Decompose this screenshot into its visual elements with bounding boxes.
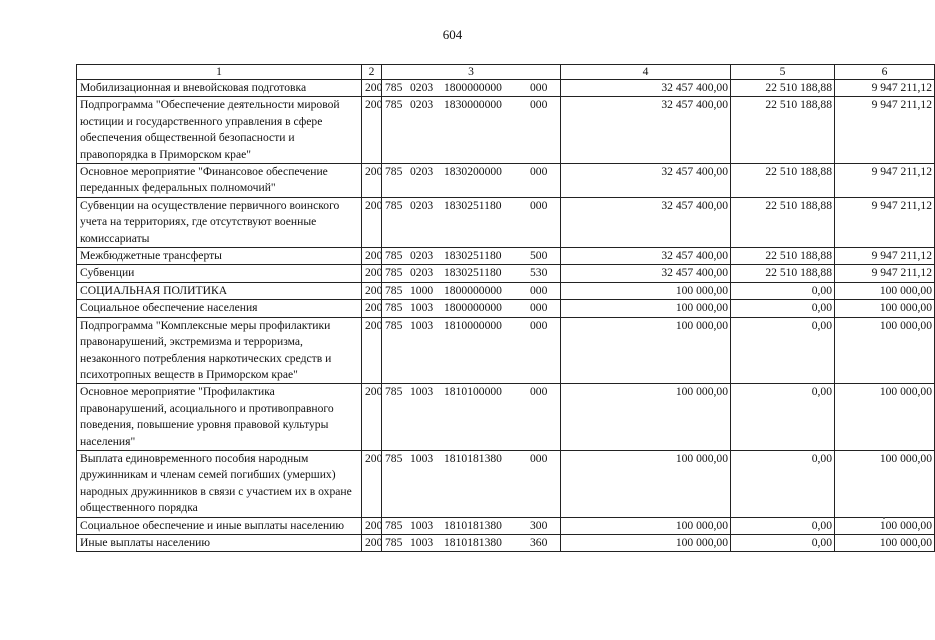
header-row [77,65,935,80]
page-number: 604 [442,27,463,42]
table-row [77,164,935,198]
row-item-code: 1810181380 [444,535,502,549]
table-row [77,97,935,164]
row-value-6: 9 947 211,12 [835,248,935,265]
table-row [77,248,935,265]
header-col-2: 2 [362,65,382,80]
row-value-6: 9 947 211,12 [835,265,935,282]
row-type-code: 000 [530,283,548,297]
header-col-4: 4 [561,65,731,80]
row-value-5: 0,00 [731,534,835,551]
row-dept-code: 785 [385,535,403,549]
row-type-code: 500 [530,249,548,263]
row-type-code: 360 [530,535,548,549]
row-code: 200 [362,265,382,282]
row-value-4: 100 000,00 [561,317,731,384]
row-classification [382,450,561,517]
row-type-code: 530 [530,266,548,280]
row-value-5: 0,00 [731,450,835,517]
row-value-4: 100 000,00 [561,534,731,551]
row-dept-code: 785 [385,266,403,280]
row-value-5: 22 510 188,88 [731,265,835,282]
row-name: Субвенции на осуществление первичного воинского учета на территориях, где отсутствуют военные комиссариаты [77,197,362,247]
row-dept-code: 785 [385,81,403,94]
row-code: 200 [362,80,382,97]
row-value-6: 100 000,00 [835,300,935,317]
row-type-code: 000 [530,165,548,179]
row-code: 200 [362,197,382,247]
row-value-5: 0,00 [731,282,835,299]
row-section-code: 0203 [410,198,434,212]
row-classification [382,317,561,384]
row-value-4: 100 000,00 [561,450,731,517]
row-value-4: 32 457 400,00 [561,164,731,198]
row-code: 200 [362,300,382,317]
row-code: 200 [362,384,382,451]
row-section-code: 0203 [410,249,434,263]
row-item-code: 1830251180 [444,198,502,212]
row-value-5: 22 510 188,88 [731,80,835,97]
row-dept-code: 785 [385,385,403,399]
row-code: 200 [362,97,382,164]
row-dept-code: 785 [385,518,403,532]
row-section-code: 1003 [410,301,434,315]
row-section-code: 1000 [410,283,434,297]
row-item-code: 1810100000 [444,385,502,399]
row-classification [382,265,561,282]
table-row [77,265,935,282]
row-classification [382,164,561,198]
row-section-code: 1003 [410,518,434,532]
row-value-5: 22 510 188,88 [731,164,835,198]
row-item-code: 1800000000 [444,81,502,94]
row-value-6: 100 000,00 [835,534,935,551]
row-value-6: 9 947 211,12 [835,164,935,198]
row-value-5: 0,00 [731,300,835,317]
row-section-code: 0203 [410,98,434,112]
row-dept-code: 785 [385,198,403,212]
row-value-4: 100 000,00 [561,300,731,317]
row-section-code: 0203 [410,266,434,280]
row-value-6: 100 000,00 [835,317,935,384]
row-name: Подпрограмма "Комплексные меры профилактики правонарушений, экстремизма и терроризма, незаконного потребления наркотических средств и психотропных веществ в Приморском крае" [77,317,362,384]
row-type-code: 000 [530,81,548,94]
row-item-code: 1810181380 [444,451,502,465]
row-value-4: 100 000,00 [561,517,731,534]
table-body [77,80,935,552]
header-col-6: 6 [835,65,935,80]
row-section-code: 0203 [410,81,434,94]
row-value-4: 32 457 400,00 [561,248,731,265]
row-dept-code: 785 [385,165,403,179]
scan-speck [883,517,885,519]
row-section-code: 1003 [410,385,434,399]
row-type-code: 300 [530,518,548,532]
row-dept-code: 785 [385,301,403,315]
table-row [77,517,935,534]
row-value-4: 100 000,00 [561,282,731,299]
row-classification [382,300,561,317]
row-type-code: 000 [530,385,548,399]
row-value-4: 32 457 400,00 [561,97,731,164]
row-name: Основное мероприятие "Финансовое обеспечение переданных федеральных полномочий" [77,164,362,198]
header-col-1: 1 [77,65,362,80]
table-row [77,197,935,247]
row-dept-code: 785 [385,451,403,465]
row-dept-code: 785 [385,249,403,263]
row-name: Социальное обеспечение и иные выплаты населению [77,517,362,534]
row-name: Социальное обеспечение населения [77,300,362,317]
row-item-code: 1810000000 [444,318,502,332]
row-code: 200 [362,534,382,551]
row-dept-code: 785 [385,283,403,297]
row-name: Иные выплаты населению [77,534,362,551]
row-value-6: 9 947 211,12 [835,97,935,164]
row-value-4: 32 457 400,00 [561,265,731,282]
row-type-code: 000 [530,318,548,332]
header-col-5: 5 [731,65,835,80]
row-code: 200 [362,450,382,517]
row-dept-code: 785 [385,98,403,112]
row-name: СОЦИАЛЬНАЯ ПОЛИТИКА [77,282,362,299]
row-item-code: 1800000000 [444,283,502,297]
row-section-code: 1003 [410,318,434,332]
row-classification [382,248,561,265]
row-name: Подпрограмма "Обеспечение деятельности мировой юстиции и государственного управления в сфере обеспечения общественной безопасности и правопорядка в Приморском крае" [77,97,362,164]
row-item-code: 1830200000 [444,165,502,179]
row-item-code: 1830251180 [444,266,502,280]
table-row [77,384,935,451]
row-code: 200 [362,248,382,265]
row-item-code: 1800000000 [444,301,502,315]
row-code: 200 [362,282,382,299]
table-row [77,282,935,299]
row-name: Субвенции [77,265,362,282]
table-row [77,317,935,384]
row-value-5: 0,00 [731,517,835,534]
budget-table [76,64,935,552]
row-name: Мобилизационная и вневойсковая подготовка [77,80,362,97]
table-row [77,534,935,551]
row-value-6: 9 947 211,12 [835,80,935,97]
row-type-code: 000 [530,98,548,112]
row-section-code: 0203 [410,165,434,179]
row-classification [382,384,561,451]
row-value-6: 100 000,00 [835,450,935,517]
row-value-5: 0,00 [731,384,835,451]
row-value-4: 100 000,00 [561,384,731,451]
table-row [77,450,935,517]
row-value-5: 22 510 188,88 [731,248,835,265]
row-value-6: 100 000,00 [835,384,935,451]
row-type-code: 000 [530,198,548,212]
row-classification [382,534,561,551]
row-item-code: 1830251180 [444,249,502,263]
row-item-code: 1810181380 [444,518,502,532]
row-classification [382,282,561,299]
row-value-4: 32 457 400,00 [561,80,731,97]
row-code: 200 [362,517,382,534]
table-row [77,300,935,317]
row-name: Основное мероприятие "Профилактика правонарушений, асоциального и противоправного поведения, повышение уровня правовой культуры населения" [77,384,362,451]
row-section-code: 1003 [410,451,434,465]
row-classification [382,517,561,534]
row-code: 200 [362,164,382,198]
header-col-3: 3 [382,65,561,80]
row-type-code: 000 [530,301,548,315]
row-value-5: 22 510 188,88 [731,97,835,164]
row-code: 200 [362,317,382,384]
row-section-code: 1003 [410,535,434,549]
row-value-6: 9 947 211,12 [835,197,935,247]
row-dept-code: 785 [385,318,403,332]
row-item-code: 1830000000 [444,98,502,112]
row-value-6: 100 000,00 [835,282,935,299]
row-value-4: 32 457 400,00 [561,197,731,247]
row-classification [382,80,561,97]
row-classification [382,97,561,164]
row-name: Межбюджетные трансферты [77,248,362,265]
row-name: Выплата единовременного пособия народным дружинникам и членам семей погибших (умерших) народных дружинников в связи с участием их в охране общественного порядка [77,450,362,517]
row-classification [382,197,561,247]
table-row [77,80,935,97]
row-value-5: 0,00 [731,317,835,384]
row-value-6: 100 000,00 [835,517,935,534]
row-type-code: 000 [530,451,548,465]
row-value-5: 22 510 188,88 [731,197,835,247]
